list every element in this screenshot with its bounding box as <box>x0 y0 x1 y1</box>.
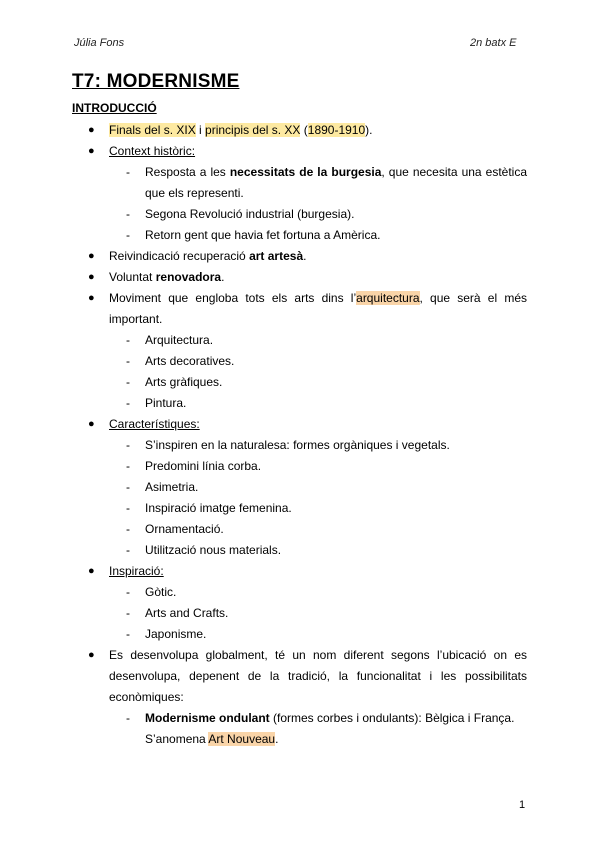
sub-list-item <box>0 603 600 624</box>
item-text: Retorn gent que havia fet fortuna a Amèrica. <box>145 228 381 242</box>
item-text: S’inspiren en la naturalesa: formes orgàniques i vegetals. <box>145 438 450 452</box>
list-item-continuation <box>0 687 600 708</box>
list-item-continuation <box>0 666 600 687</box>
sub-list-item <box>0 540 600 561</box>
sub-list-item <box>0 435 600 456</box>
bullet-icon: ● <box>88 271 95 283</box>
sub-list-item <box>0 498 600 519</box>
item-text: Inspiració: <box>109 564 164 578</box>
dash-icon: - <box>126 480 130 494</box>
sub-list-item <box>0 225 600 246</box>
item-text: Voluntat renovadora. <box>109 270 225 284</box>
list-item <box>0 267 600 288</box>
sub-list-item <box>0 204 600 225</box>
item-text: Asimetria. <box>145 480 199 494</box>
sub-list-item <box>0 519 600 540</box>
list-item <box>0 141 600 162</box>
item-text: Característiques: <box>109 417 200 431</box>
header-author: Júlia Fons <box>74 37 125 49</box>
dash-icon: - <box>126 711 130 725</box>
list-item <box>0 120 600 141</box>
item-text: Resposta a les necessitats de la burgesia, que necesita una estètica <box>145 165 527 179</box>
item-text: Japonisme. <box>145 627 207 641</box>
item-text: Moviment que engloba tots els arts dins l’arquitectura, que serà el més <box>109 291 527 305</box>
sub-list-item-continuation <box>0 183 600 204</box>
item-text: Arts gràfiques. <box>145 375 223 389</box>
item-text: Pintura. <box>145 396 187 410</box>
list-item <box>0 246 600 267</box>
dash-icon: - <box>126 543 130 557</box>
dash-icon: - <box>126 333 130 347</box>
sub-list-item <box>0 351 600 372</box>
dash-icon: - <box>126 207 130 221</box>
sub-list-item <box>0 372 600 393</box>
dash-icon: - <box>126 396 130 410</box>
sub-list-item <box>0 162 600 183</box>
dash-icon: - <box>126 627 130 641</box>
page-title: T7: MODERNISME <box>72 71 240 92</box>
item-text: Modernisme ondulant (formes corbes i ondulants): Bèlgica i França. <box>145 711 515 725</box>
item-text: desenvolupa, depenent de la tradició, la funcionalitat i les possibilitats <box>109 669 527 683</box>
page-number: 1 <box>519 799 526 811</box>
item-text: Utilització nous materials. <box>145 543 282 557</box>
bullet-icon: ● <box>88 418 95 430</box>
item-text: econòmiques: <box>109 690 184 704</box>
dash-icon: - <box>126 354 130 368</box>
bullet-icon: ● <box>88 565 95 577</box>
list-item <box>0 414 600 435</box>
dash-icon: - <box>126 165 130 179</box>
item-text: Ornamentació. <box>145 522 224 536</box>
dash-icon: - <box>126 522 130 536</box>
dash-icon: - <box>126 228 130 242</box>
sub-list-item <box>0 582 600 603</box>
bullet-icon: ● <box>88 145 95 157</box>
item-text: Finals del s. XIX i principis del s. XX (1890-1910). <box>109 123 373 137</box>
dash-icon: - <box>126 606 130 620</box>
dash-icon: - <box>126 459 130 473</box>
list-item <box>0 645 600 666</box>
sub-list-item <box>0 393 600 414</box>
dash-icon: - <box>126 375 130 389</box>
bullet-icon: ● <box>88 649 95 661</box>
item-text: que els representi. <box>145 186 244 200</box>
item-text: S’anomena Art Nouveau. <box>145 732 279 746</box>
bullet-icon: ● <box>88 250 95 262</box>
item-text: important. <box>109 312 163 326</box>
list-item <box>0 561 600 582</box>
sub-list-item <box>0 708 600 729</box>
dash-icon: - <box>126 438 130 452</box>
header-class: 2n batx E <box>470 37 517 49</box>
sub-list-item <box>0 456 600 477</box>
dash-icon: - <box>126 585 130 599</box>
document-body <box>0 120 600 750</box>
section-heading: INTRODUCCIÓ <box>72 101 157 115</box>
item-text: Arts decoratives. <box>145 354 235 368</box>
item-text: Gòtic. <box>145 585 177 599</box>
bullet-icon: ● <box>88 124 95 136</box>
list-item-continuation <box>0 309 600 330</box>
item-text: Es desenvolupa globalment, té un nom diferent segons l’ubicació on es <box>109 648 527 662</box>
item-text: Predomini línia corba. <box>145 459 262 473</box>
item-text: Segona Revolució industrial (burgesia). <box>145 207 355 221</box>
item-text: Arts and Crafts. <box>145 606 229 620</box>
item-text: Context històric: <box>109 144 196 158</box>
item-text: Arquitectura. <box>145 333 214 347</box>
list-item <box>0 288 600 309</box>
sub-list-item <box>0 624 600 645</box>
item-text: Inspiració imatge femenina. <box>145 501 292 515</box>
sub-list-item-continuation <box>0 729 600 750</box>
sub-list-item <box>0 477 600 498</box>
bullet-icon: ● <box>88 292 95 304</box>
dash-icon: - <box>126 501 130 515</box>
sub-list-item <box>0 330 600 351</box>
item-text: Reivindicació recuperació art artesà. <box>109 249 307 263</box>
